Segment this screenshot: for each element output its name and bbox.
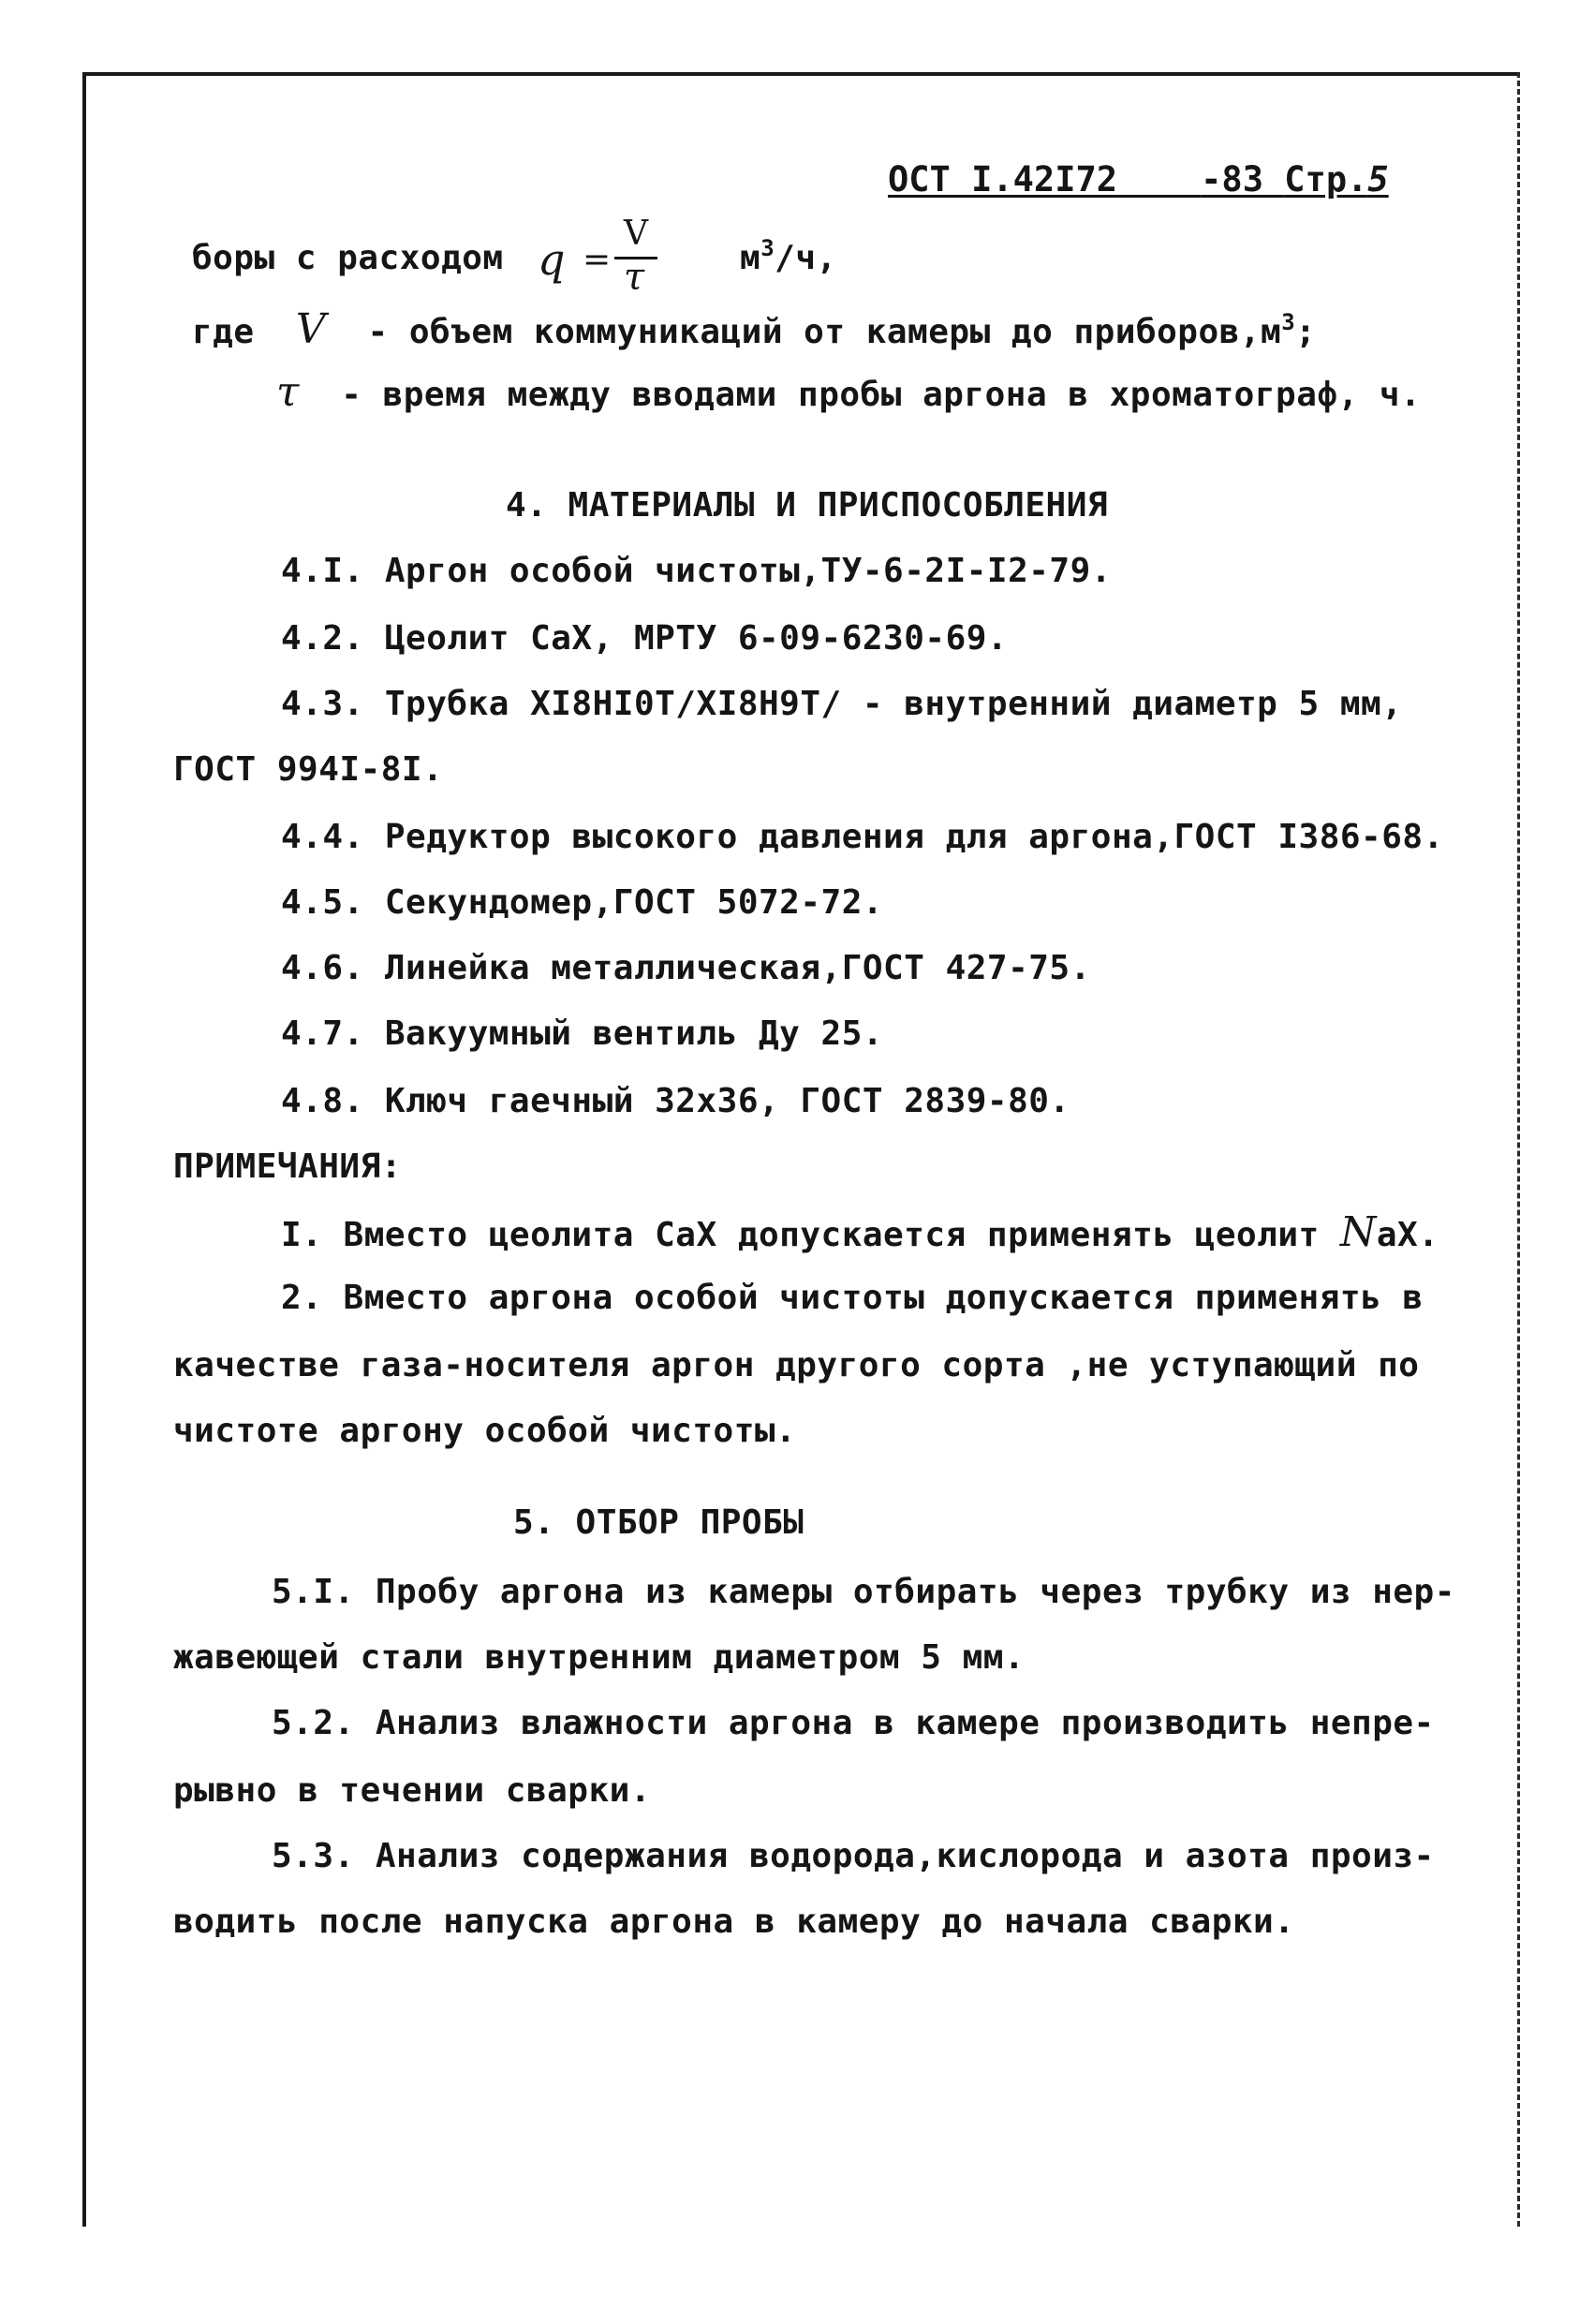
item-5-3: 5.3. Анализ содержания водорода,кислорода и азота произ- (272, 1837, 1435, 1875)
item-5-2-continued: рывно в течении сварки. (173, 1771, 651, 1810)
item-4-4: 4.4. Редуктор высокого давления для аргона,ГОСТ I386-68. (281, 818, 1444, 856)
where-tau-line: τ - время между вводами пробы аргона в хроматограф, ч. (276, 368, 1422, 416)
note-1: I. Вместо цеолита СаХ допускается применять цеолит NaX. (281, 1208, 1439, 1256)
page-frame-right-border (1517, 72, 1520, 2227)
formula-numerator: V (624, 215, 648, 253)
item-5-1-continued: жавеющей стали внутренним диаметром 5 мм. (173, 1638, 1026, 1677)
section-5-heading: 5. ОТБОР ПРОБЫ (513, 1503, 804, 1542)
item-4-8: 4.8. Ключ гаечный 32х36, ГОСТ 2839-80. (281, 1082, 1070, 1120)
formula-denominator: τ (624, 256, 645, 299)
standard-year: -83 (1201, 159, 1263, 200)
section-4-heading: 4. МАТЕРИАЛЫ И ПРИСПОСОБЛЕНИЯ (506, 486, 1109, 525)
notes-heading: ПРИМЕЧАНИЯ: (173, 1147, 402, 1186)
page-frame-left-border (82, 72, 86, 2227)
formula-unit: $м^3/ч$, (740, 235, 837, 277)
standard-number: ОСТ I.42I72 (888, 159, 1118, 200)
item-5-3-continued: водить после напуска аргона в камеру до начала сварки. (173, 1902, 1295, 1941)
item-4-6: 4.6. Линейка металлическая,ГОСТ 427-75. (281, 949, 1091, 987)
variable-tau: τ (276, 368, 300, 416)
item-4-7: 4.7. Вакуумный вентиль Ду 25. (281, 1014, 884, 1053)
page-label: Стр. (1284, 159, 1368, 200)
flow-rate-formula (538, 217, 678, 302)
page-frame-top-border (82, 72, 1520, 76)
item-4-3: 4.3. Трубка XI8HI0T/XI8H9T/ - внутренний диаметр 5 мм, (281, 685, 1403, 723)
item-4-1: 4.I. Аргон особой чистоты,ТУ-6-2I-I2-79. (281, 552, 1112, 590)
formula-line-lead: боры с расходом (192, 239, 504, 277)
item-4-3-continued: ГОСТ 994I-8I. (173, 750, 444, 789)
item-4-5: 4.5. Секундомер,ГОСТ 5072-72. (281, 883, 884, 922)
page-number: 5 (1367, 159, 1389, 200)
variable-v: V (295, 305, 327, 353)
formula-equals: = (583, 241, 612, 279)
note-2-line-1: 2. Вместо аргона особой чистоты допускается применять в (281, 1279, 1424, 1317)
note-2-line-2: качестве газа-носителя аргон другого сорта ,не уступающий по (173, 1346, 1420, 1384)
note-1-italic-n: N (1339, 1208, 1377, 1256)
where-v-line: где V - объем коммуникаций от камеры до $приборов,м^3$; (192, 305, 1317, 353)
item-5-2: 5.2. Анализ влажности аргона в камере производить непре- (272, 1704, 1435, 1742)
item-4-2: 4.2. Цеолит СаХ, МРТУ 6-09-6230-69. (281, 619, 1009, 658)
item-5-1: 5.I. Пробу аргона из камеры отбирать через трубку из нер- (272, 1573, 1455, 1611)
note-2-line-3: чистоте аргону особой чистоты. (173, 1412, 797, 1450)
document-header (888, 159, 1389, 200)
formula-lhs: q (538, 234, 566, 285)
